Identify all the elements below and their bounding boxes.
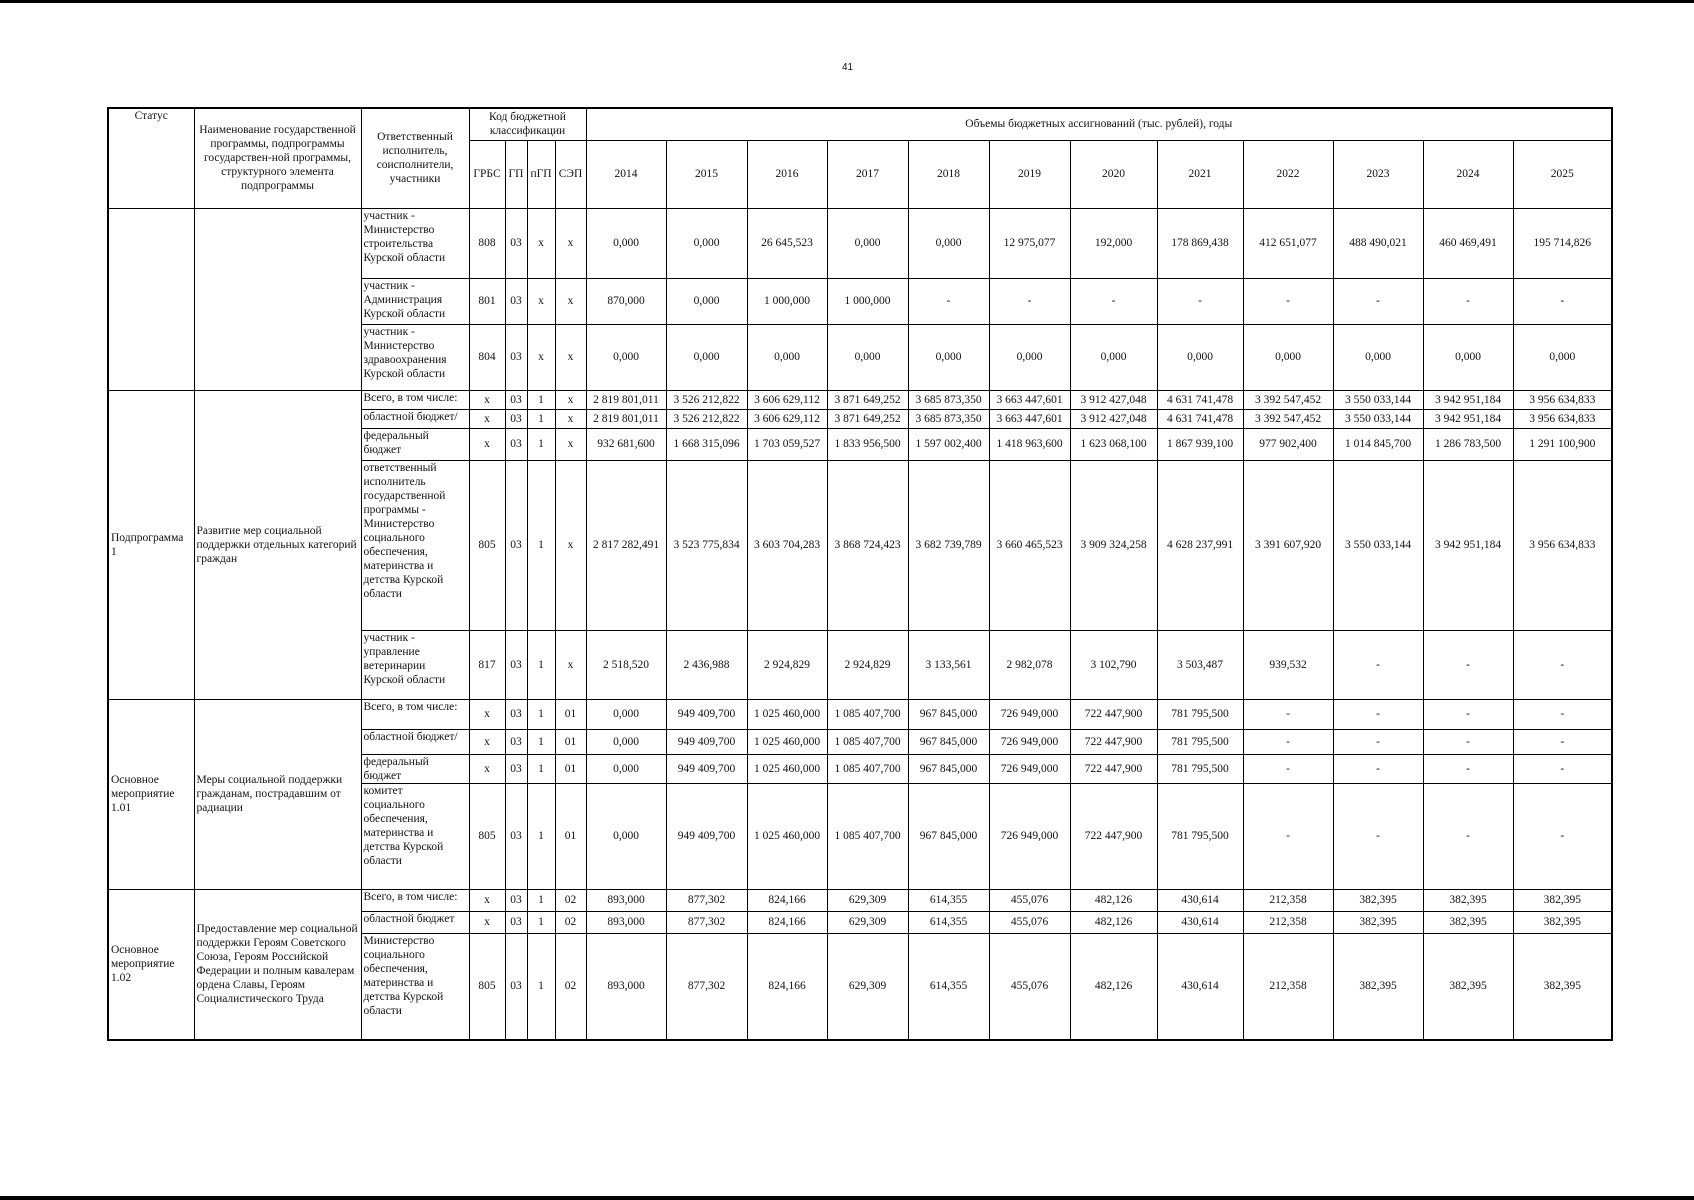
code-cell: x [469,754,505,783]
value-cell-2021: 430,614 [1157,911,1243,933]
code-cell: 03 [505,729,527,754]
value-cell-2015: 3 523 775,834 [666,460,747,630]
value-cell-2016: 1 000,000 [747,278,827,324]
value-cell-2014: 893,000 [586,911,666,933]
value-cell-2020: 482,126 [1070,889,1157,911]
code-cell: 801 [469,278,505,324]
budget-table [107,107,1613,1041]
value-cell-2018: 967 845,000 [908,699,989,729]
value-cell-2015: 877,302 [666,889,747,911]
value-cell-2024: 0,000 [1423,324,1513,390]
value-cell-2025: 3 956 634,833 [1513,460,1612,630]
responsible-cell: областной бюджет/ [361,729,469,754]
value-cell-2020: 3 102,790 [1070,630,1157,699]
value-cell-2014: 0,000 [586,783,666,889]
value-cell-2020: 482,126 [1070,911,1157,933]
value-cell-2020: 722 447,900 [1070,783,1157,889]
header-status: Статус [108,108,194,208]
code-cell: 805 [469,933,505,1040]
code-cell: 1 [527,754,555,783]
code-cell: 1 [527,428,555,460]
value-cell-2020: 482,126 [1070,933,1157,1040]
value-cell-2021: 178 869,438 [1157,208,1243,278]
value-cell-2023: 488 490,021 [1333,208,1423,278]
code-cell: x [555,324,586,390]
code-cell: 03 [505,630,527,699]
code-cell: 03 [505,699,527,729]
value-cell-2015: 877,302 [666,933,747,1040]
value-cell-2014: 2 819 801,011 [586,390,666,409]
value-cell-2024: - [1423,630,1513,699]
value-cell-2019: 455,076 [989,889,1070,911]
value-cell-2018: 614,355 [908,911,989,933]
code-cell: x [527,324,555,390]
value-cell-2016: 1 025 460,000 [747,783,827,889]
responsible-cell: Всего, в том числе: [361,390,469,409]
value-cell-2015: 949 409,700 [666,699,747,729]
value-cell-2015: 0,000 [666,278,747,324]
value-cell-2022: 0,000 [1243,324,1333,390]
value-cell-2015: 877,302 [666,911,747,933]
code-cell: 03 [505,754,527,783]
header-budget-code: Код бюджетной классификации [469,108,586,140]
value-cell-2016: 824,166 [747,889,827,911]
value-cell-2020: 3 909 324,258 [1070,460,1157,630]
value-cell-2018: 3 685 873,350 [908,409,989,428]
value-cell-2016: 824,166 [747,933,827,1040]
value-cell-2020: - [1070,278,1157,324]
status-cell: Основное мероприятие 1.02 [108,889,194,1040]
value-cell-2020: 0,000 [1070,324,1157,390]
value-cell-2023: 3 550 033,144 [1333,460,1423,630]
code-cell: x [555,208,586,278]
responsible-cell: ответственный исполнитель государственной программы - Министерство социального обеспечения, материнства и детства Курской области [361,460,469,630]
value-cell-2020: 722 447,900 [1070,754,1157,783]
value-cell-2019: 0,000 [989,324,1070,390]
header-year-2015: 2015 [666,140,747,208]
code-cell: 817 [469,630,505,699]
value-cell-2023: - [1333,630,1423,699]
value-cell-2023: 0,000 [1333,324,1423,390]
header-year-2022: 2022 [1243,140,1333,208]
code-cell: 03 [505,889,527,911]
value-cell-2016: 3 606 629,112 [747,390,827,409]
value-cell-2017: 1 000,000 [827,278,908,324]
header-responsible: Ответственный исполнитель, соисполнители, участники [361,108,469,208]
value-cell-2017: 1 833 956,500 [827,428,908,460]
top-edge-bar [0,0,1694,3]
value-cell-2022: - [1243,783,1333,889]
code-cell: 1 [527,729,555,754]
value-cell-2016: 1 025 460,000 [747,754,827,783]
value-cell-2019: 726 949,000 [989,754,1070,783]
page-number: 41 [842,62,854,73]
value-cell-2024: 3 942 951,184 [1423,409,1513,428]
responsible-cell: Всего, в том числе: [361,889,469,911]
value-cell-2016: 1 025 460,000 [747,729,827,754]
table-row [108,208,1612,278]
value-cell-2021: 3 503,487 [1157,630,1243,699]
value-cell-2023: 3 550 033,144 [1333,409,1423,428]
value-cell-2018: 967 845,000 [908,783,989,889]
value-cell-2021: 430,614 [1157,889,1243,911]
value-cell-2021: 781 795,500 [1157,699,1243,729]
code-cell: 03 [505,460,527,630]
value-cell-2022: - [1243,754,1333,783]
code-cell: x [469,729,505,754]
value-cell-2019: 1 418 963,600 [989,428,1070,460]
responsible-cell: участник - Министерство здравоохранения Курской области [361,324,469,390]
code-cell: 03 [505,409,527,428]
value-cell-2021: 4 628 237,991 [1157,460,1243,630]
value-cell-2018: - [908,278,989,324]
value-cell-2014: 0,000 [586,208,666,278]
responsible-cell: участник - Министерство строительства Курской области [361,208,469,278]
value-cell-2021: 781 795,500 [1157,729,1243,754]
value-cell-2014: 0,000 [586,729,666,754]
program-name-cell: Меры социальной поддержки гражданам, пострадавшим от радиации [194,699,361,889]
value-cell-2025: 195 714,826 [1513,208,1612,278]
value-cell-2023: - [1333,278,1423,324]
value-cell-2025: - [1513,699,1612,729]
table-row [108,390,1612,409]
value-cell-2017: 629,309 [827,911,908,933]
value-cell-2019: 3 660 465,523 [989,460,1070,630]
value-cell-2021: 1 867 939,100 [1157,428,1243,460]
code-cell: x [527,208,555,278]
value-cell-2017: 1 085 407,700 [827,754,908,783]
code-cell: x [555,428,586,460]
value-cell-2014: 893,000 [586,889,666,911]
header-name: Наименование государственной программы, подпрограммы государствен-ной программы, структурного элемента подпрограммы [194,108,361,208]
header-year-2020: 2020 [1070,140,1157,208]
value-cell-2015: 0,000 [666,208,747,278]
value-cell-2014: 870,000 [586,278,666,324]
code-cell: 01 [555,699,586,729]
code-cell: x [527,278,555,324]
value-cell-2021: - [1157,278,1243,324]
code-cell: 1 [527,409,555,428]
header-year-2016: 2016 [747,140,827,208]
code-cell: 805 [469,460,505,630]
code-cell: 03 [505,911,527,933]
value-cell-2014: 932 681,600 [586,428,666,460]
header-year-2024: 2024 [1423,140,1513,208]
value-cell-2022: 3 392 547,452 [1243,409,1333,428]
value-cell-2019: 3 663 447,601 [989,390,1070,409]
header-code-2: пГП [527,140,555,208]
code-cell: 03 [505,428,527,460]
program-name-cell [194,208,361,390]
value-cell-2023: - [1333,699,1423,729]
table-row [108,889,1612,911]
code-cell: x [555,630,586,699]
value-cell-2015: 2 436,988 [666,630,747,699]
value-cell-2015: 3 526 212,822 [666,409,747,428]
header-year-2021: 2021 [1157,140,1243,208]
value-cell-2017: 1 085 407,700 [827,783,908,889]
value-cell-2025: - [1513,630,1612,699]
responsible-cell: комитет социального обеспечения, материнства и детства Курской области [361,783,469,889]
value-cell-2019: 12 975,077 [989,208,1070,278]
code-cell: 1 [527,460,555,630]
code-cell: 02 [555,933,586,1040]
code-cell: x [555,390,586,409]
code-cell: 808 [469,208,505,278]
value-cell-2022: 977 902,400 [1243,428,1333,460]
code-cell: 1 [527,889,555,911]
responsible-cell: областной бюджет/ [361,409,469,428]
value-cell-2018: 614,355 [908,933,989,1040]
status-cell [108,208,194,390]
code-cell: 03 [505,324,527,390]
code-cell: 03 [505,783,527,889]
code-cell: 1 [527,783,555,889]
code-cell: 01 [555,783,586,889]
code-cell: 1 [527,630,555,699]
value-cell-2022: - [1243,699,1333,729]
value-cell-2024: - [1423,729,1513,754]
header-year-2023: 2023 [1333,140,1423,208]
value-cell-2025: - [1513,754,1612,783]
program-name-cell: Развитие мер социальной поддержки отдельных категорий граждан [194,390,361,699]
header-year-2018: 2018 [908,140,989,208]
value-cell-2023: 1 014 845,700 [1333,428,1423,460]
value-cell-2016: 2 924,829 [747,630,827,699]
table-body [108,208,1612,1040]
value-cell-2016: 824,166 [747,911,827,933]
value-cell-2024: - [1423,783,1513,889]
value-cell-2015: 949 409,700 [666,729,747,754]
value-cell-2024: 460 469,491 [1423,208,1513,278]
value-cell-2023: - [1333,754,1423,783]
value-cell-2022: 212,358 [1243,911,1333,933]
value-cell-2022: 412 651,077 [1243,208,1333,278]
value-cell-2024: - [1423,699,1513,729]
header-volumes: Объемы бюджетных ассигнований (тыс. рублей), годы [586,108,1612,140]
value-cell-2024: 382,395 [1423,933,1513,1040]
value-cell-2021: 781 795,500 [1157,783,1243,889]
responsible-cell: областной бюджет [361,911,469,933]
value-cell-2022: 3 392 547,452 [1243,390,1333,409]
value-cell-2024: - [1423,754,1513,783]
responsible-cell: федеральный бюджет [361,754,469,783]
responsible-cell: участник - управление ветеринарии Курской области [361,630,469,699]
value-cell-2017: 3 868 724,423 [827,460,908,630]
value-cell-2017: 629,309 [827,889,908,911]
value-cell-2025: - [1513,729,1612,754]
code-cell: x [555,278,586,324]
code-cell: 01 [555,729,586,754]
code-cell: 1 [527,390,555,409]
value-cell-2024: 3 942 951,184 [1423,390,1513,409]
value-cell-2018: 614,355 [908,889,989,911]
value-cell-2017: 0,000 [827,208,908,278]
value-cell-2016: 26 645,523 [747,208,827,278]
value-cell-2023: - [1333,783,1423,889]
code-cell: x [469,889,505,911]
value-cell-2023: 382,395 [1333,933,1423,1040]
code-cell: x [469,911,505,933]
code-cell: 03 [505,278,527,324]
value-cell-2021: 430,614 [1157,933,1243,1040]
value-cell-2014: 0,000 [586,699,666,729]
responsible-cell: участник - Администрация Курской области [361,278,469,324]
value-cell-2020: 1 623 068,100 [1070,428,1157,460]
code-cell: 1 [527,911,555,933]
responsible-cell: федеральный бюджет [361,428,469,460]
value-cell-2019: 3 663 447,601 [989,409,1070,428]
value-cell-2023: 3 550 033,144 [1333,390,1423,409]
value-cell-2017: 1 085 407,700 [827,699,908,729]
code-cell: 01 [555,754,586,783]
value-cell-2020: 3 912 427,048 [1070,390,1157,409]
value-cell-2022: - [1243,278,1333,324]
value-cell-2014: 2 817 282,491 [586,460,666,630]
code-cell: x [469,390,505,409]
value-cell-2021: 4 631 741,478 [1157,409,1243,428]
value-cell-2014: 0,000 [586,754,666,783]
value-cell-2017: 629,309 [827,933,908,1040]
code-cell: 02 [555,911,586,933]
code-cell: 1 [527,933,555,1040]
value-cell-2021: 4 631 741,478 [1157,390,1243,409]
value-cell-2022: 212,358 [1243,933,1333,1040]
value-cell-2019: 2 982,078 [989,630,1070,699]
header-year-2017: 2017 [827,140,908,208]
value-cell-2017: 2 924,829 [827,630,908,699]
program-name-cell: Предоставление мер социальной поддержки Героям Советского Союза, Героям Российской Федерации и полным кавалерам ордена Славы, Героям Социалистического Труда [194,889,361,1040]
header-year-2014: 2014 [586,140,666,208]
value-cell-2020: 722 447,900 [1070,699,1157,729]
value-cell-2017: 3 871 649,252 [827,390,908,409]
value-cell-2016: 1 025 460,000 [747,699,827,729]
responsible-cell: Всего, в том числе: [361,699,469,729]
value-cell-2014: 893,000 [586,933,666,1040]
value-cell-2020: 3 912 427,048 [1070,409,1157,428]
value-cell-2020: 722 447,900 [1070,729,1157,754]
value-cell-2018: 3 682 739,789 [908,460,989,630]
value-cell-2017: 3 871 649,252 [827,409,908,428]
value-cell-2025: 1 291 100,900 [1513,428,1612,460]
value-cell-2019: 726 949,000 [989,699,1070,729]
code-cell: 02 [555,889,586,911]
value-cell-2019: 455,076 [989,933,1070,1040]
code-cell: 03 [505,208,527,278]
header-year-2025: 2025 [1513,140,1612,208]
value-cell-2014: 2 819 801,011 [586,409,666,428]
value-cell-2025: - [1513,783,1612,889]
value-cell-2024: 1 286 783,500 [1423,428,1513,460]
value-cell-2022: 212,358 [1243,889,1333,911]
table-header [108,108,1612,208]
bottom-edge-bar [0,1196,1694,1200]
value-cell-2018: 0,000 [908,208,989,278]
value-cell-2025: - [1513,278,1612,324]
value-cell-2018: 3 685 873,350 [908,390,989,409]
value-cell-2024: 382,395 [1423,889,1513,911]
code-cell: x [469,409,505,428]
code-cell: 1 [527,699,555,729]
code-cell: x [555,460,586,630]
value-cell-2019: - [989,278,1070,324]
value-cell-2015: 949 409,700 [666,754,747,783]
value-cell-2016: 3 603 704,283 [747,460,827,630]
value-cell-2025: 382,395 [1513,911,1612,933]
value-cell-2016: 3 606 629,112 [747,409,827,428]
value-cell-2015: 949 409,700 [666,783,747,889]
code-cell: x [555,409,586,428]
value-cell-2018: 967 845,000 [908,754,989,783]
value-cell-2024: 382,395 [1423,911,1513,933]
value-cell-2018: 1 597 002,400 [908,428,989,460]
table-row [108,699,1612,729]
value-cell-2014: 0,000 [586,324,666,390]
value-cell-2015: 0,000 [666,324,747,390]
code-cell: 804 [469,324,505,390]
code-cell: 03 [505,390,527,409]
value-cell-2016: 0,000 [747,324,827,390]
value-cell-2017: 0,000 [827,324,908,390]
value-cell-2022: 3 391 607,920 [1243,460,1333,630]
value-cell-2021: 781 795,500 [1157,754,1243,783]
value-cell-2024: - [1423,278,1513,324]
value-cell-2025: 382,395 [1513,889,1612,911]
value-cell-2016: 1 703 059,527 [747,428,827,460]
value-cell-2020: 192,000 [1070,208,1157,278]
value-cell-2019: 455,076 [989,911,1070,933]
value-cell-2025: 3 956 634,833 [1513,390,1612,409]
code-cell: 805 [469,783,505,889]
value-cell-2018: 3 133,561 [908,630,989,699]
value-cell-2023: 382,395 [1333,911,1423,933]
value-cell-2019: 726 949,000 [989,783,1070,889]
header-code-3: СЭП [555,140,586,208]
value-cell-2022: - [1243,729,1333,754]
value-cell-2015: 3 526 212,822 [666,390,747,409]
responsible-cell: Министерство социального обеспечения, материнства и детства Курской области [361,933,469,1040]
value-cell-2025: 0,000 [1513,324,1612,390]
header-code-0: ГРБС [469,140,505,208]
header-code-1: ГП [505,140,527,208]
value-cell-2015: 1 668 315,096 [666,428,747,460]
status-cell: Основное мероприятие 1.01 [108,699,194,889]
value-cell-2018: 0,000 [908,324,989,390]
value-cell-2017: 1 085 407,700 [827,729,908,754]
value-cell-2018: 967 845,000 [908,729,989,754]
value-cell-2019: 726 949,000 [989,729,1070,754]
status-cell: Подпрограмма 1 [108,390,194,699]
value-cell-2025: 382,395 [1513,933,1612,1040]
value-cell-2025: 3 956 634,833 [1513,409,1612,428]
code-cell: 03 [505,933,527,1040]
code-cell: x [469,428,505,460]
code-cell: x [469,699,505,729]
value-cell-2024: 3 942 951,184 [1423,460,1513,630]
value-cell-2023: 382,395 [1333,889,1423,911]
value-cell-2014: 2 518,520 [586,630,666,699]
value-cell-2022: 939,532 [1243,630,1333,699]
value-cell-2023: - [1333,729,1423,754]
header-year-2019: 2019 [989,140,1070,208]
value-cell-2021: 0,000 [1157,324,1243,390]
